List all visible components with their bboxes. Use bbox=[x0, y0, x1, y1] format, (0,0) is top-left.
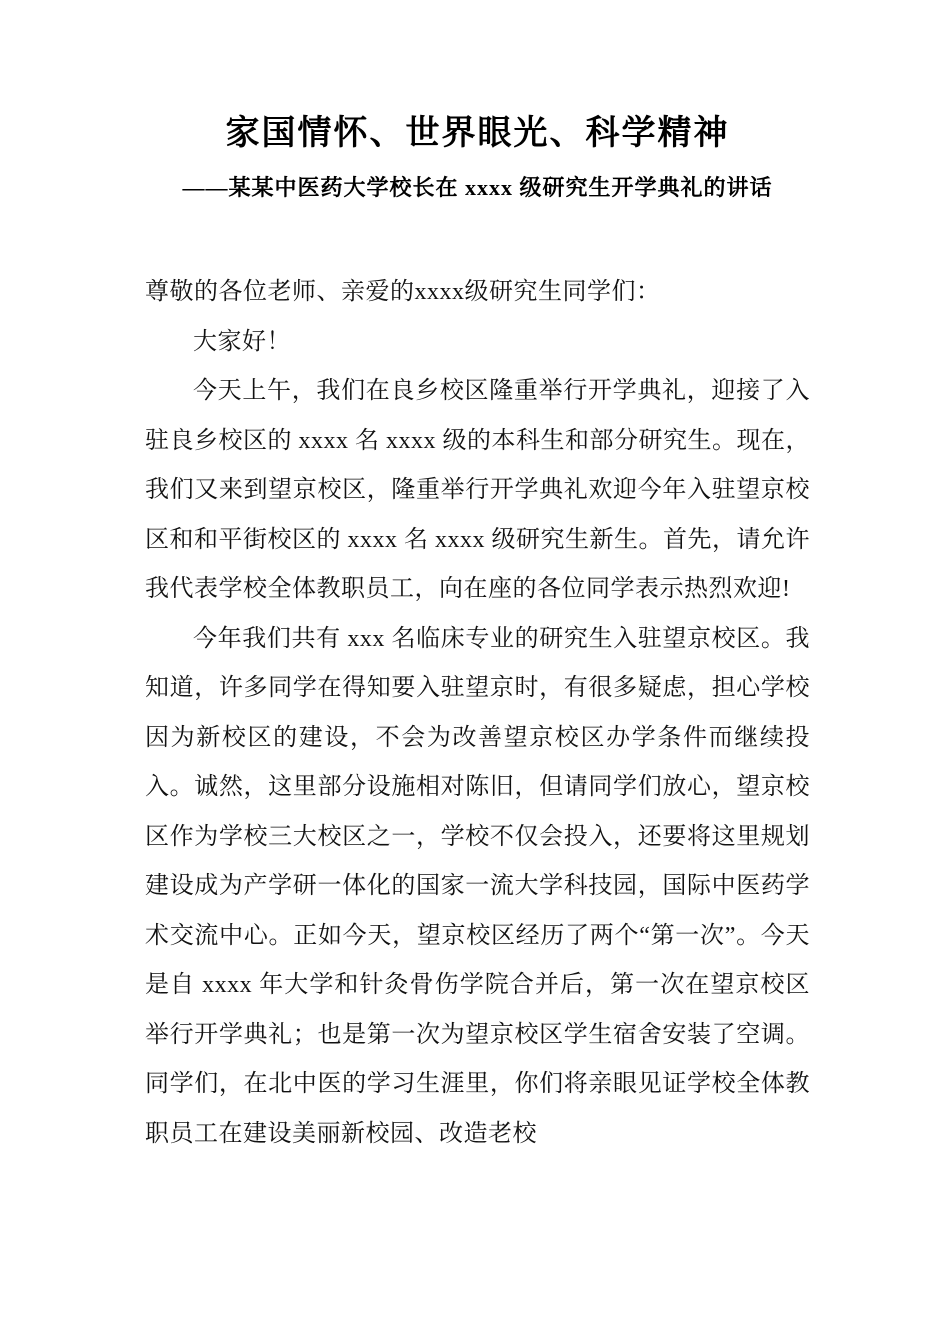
document-subtitle: ——某某中医药大学校长在 xxxx 级研究生开学典礼的讲话 bbox=[182, 175, 773, 200]
document-title: 家国情怀、世界眼光、科学精神 bbox=[225, 115, 730, 152]
paragraph-body-2: 今年我们共有 xxx 名临床专业的研究生入驻望京校区。我知道，许多同学在得知要入驻望京时，有很多疑虑，担心学校因为新校区的建设，不会为改善望京校区办学条件而继续投入。诚然，这里部分设施相对陈旧，但请同学们放心，望京校区作为学校三大校区之一，学校不仅会投入，还要将这里规划建设成为产学研一体化的国家一流大学科技园，国际中医药学术交流中心。正如今天，望京校区经历了两个“第一次”。今天是自 xxxx 年大学和针灸骨伤学院合并后，第一次在望京校区举行开学典礼；也是第一次为望京校区学生宿舍安装了空调。同学们，在北中医的学习生涯里，你们将亲眼见证学校全体教职员工在建设美丽新校园、改造老校 bbox=[145, 625, 810, 1147]
paragraph-body-1: 今天上午，我们在良乡校区隆重举行开学典礼，迎接了入驻良乡校区的 xxxx 名 xxxx 级的本科生和部分研究生。现在，我们又来到望京校区，隆重举行开学典礼欢迎今年入驻望京校区和和平街校区的 xxxx 名 xxxx 级研究生新生。首先，请允许我代表学校全体教职员工，向在座的各位同学表示热烈欢迎! bbox=[145, 378, 810, 602]
document-body bbox=[145, 268, 810, 1159]
paragraph-salutation: 尊敬的各位老师、亲爱的xxxx级研究生同学们： bbox=[145, 279, 661, 305]
paragraph-greeting: 大家好！ bbox=[193, 328, 291, 355]
